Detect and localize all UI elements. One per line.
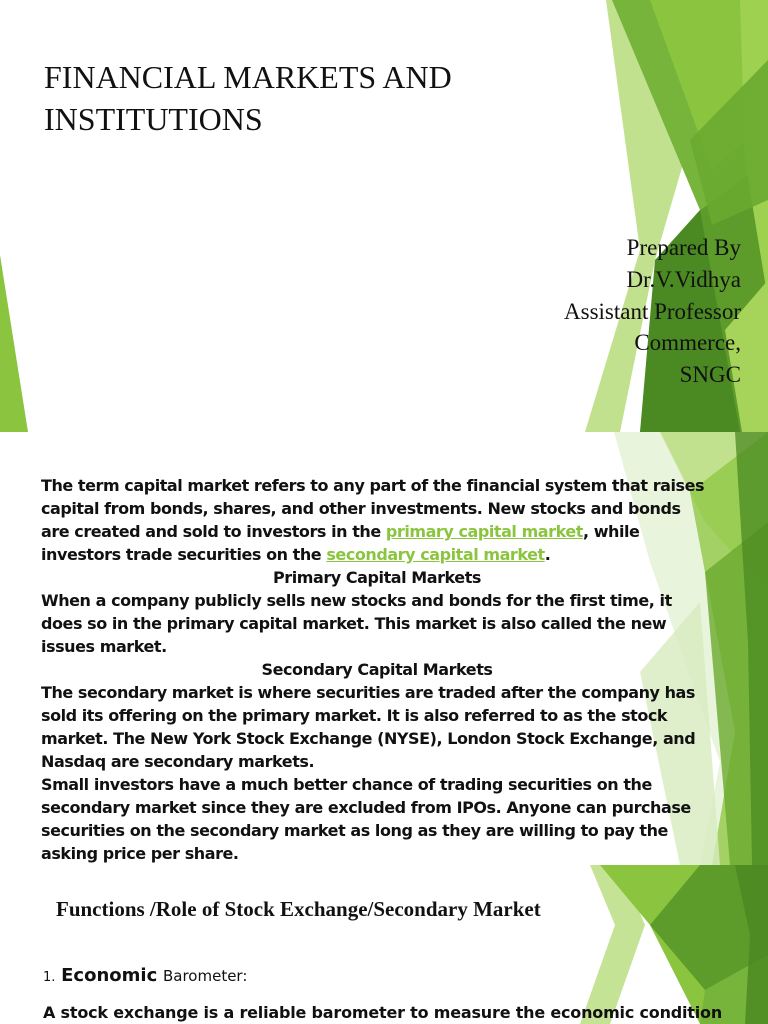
- author-department: Commerce,: [634, 330, 741, 355]
- item-number: 1.: [43, 970, 56, 985]
- primary-capital-market-link[interactable]: primary capital market: [385, 522, 583, 541]
- prepared-by-line: Prepared By: [626, 235, 741, 260]
- slide-title-line1: FINANCIAL MARKETS AND: [44, 59, 452, 95]
- title-slide: [0, 0, 768, 432]
- secondary-markets-text: The secondary market is where securities are traded after the company has sold its offering on the primary market. It is also referred to as the stock market. The New York Stock Exchange (NYSE), London Stock Exchange, and Nasdaq are secondary markets.: [41, 683, 696, 771]
- intro-text-cont: , while investors trade securities on the: [41, 522, 640, 564]
- capital-market-intro: [41, 474, 713, 566]
- author-institution: SNGC: [679, 362, 741, 387]
- capital-market-text: [41, 474, 713, 865]
- item-rest: Barometer:: [162, 967, 248, 985]
- functions-slide: [0, 865, 768, 1024]
- primary-markets-text: When a company publicly sells new stocks and bonds for the first time, it does so in the primary capital market. This market is also called the new issues market.: [41, 591, 672, 656]
- item-word: Economic: [61, 965, 158, 986]
- slide-title-line2: INSTITUTIONS: [44, 101, 263, 137]
- economic-barometer-text: A stock exchange is a reliable barometer to measure the economic condition: [43, 1003, 723, 1022]
- primary-markets-heading: Primary Capital Markets: [273, 568, 481, 587]
- intro-text-end: .: [544, 545, 551, 564]
- small-investors-text: Small investors have a much better chance of trading securities on the secondary market since they are excluded from IPOs. Anyone can purchase securities on the secondary market as long as they are willing to pay the asking price per share.: [41, 775, 691, 863]
- author-name: Dr.V.Vidhya: [626, 267, 741, 292]
- capital-market-slide: [0, 432, 768, 865]
- secondary-markets-heading: Secondary Capital Markets: [261, 660, 493, 679]
- slide-title: [44, 56, 564, 140]
- functions-title: Functions /Role of Stock Exchange/Secondary Market: [56, 897, 541, 921]
- author-designation: Assistant Professor: [564, 299, 741, 324]
- secondary-capital-market-link[interactable]: secondary capital market: [326, 545, 545, 564]
- economic-barometer-heading: [43, 964, 247, 990]
- intro-text: The term capital market refers to any part of the financial system that raises capital from bonds, shares, and other investments. New stocks and bonds are created and sold to investors in the: [41, 476, 705, 541]
